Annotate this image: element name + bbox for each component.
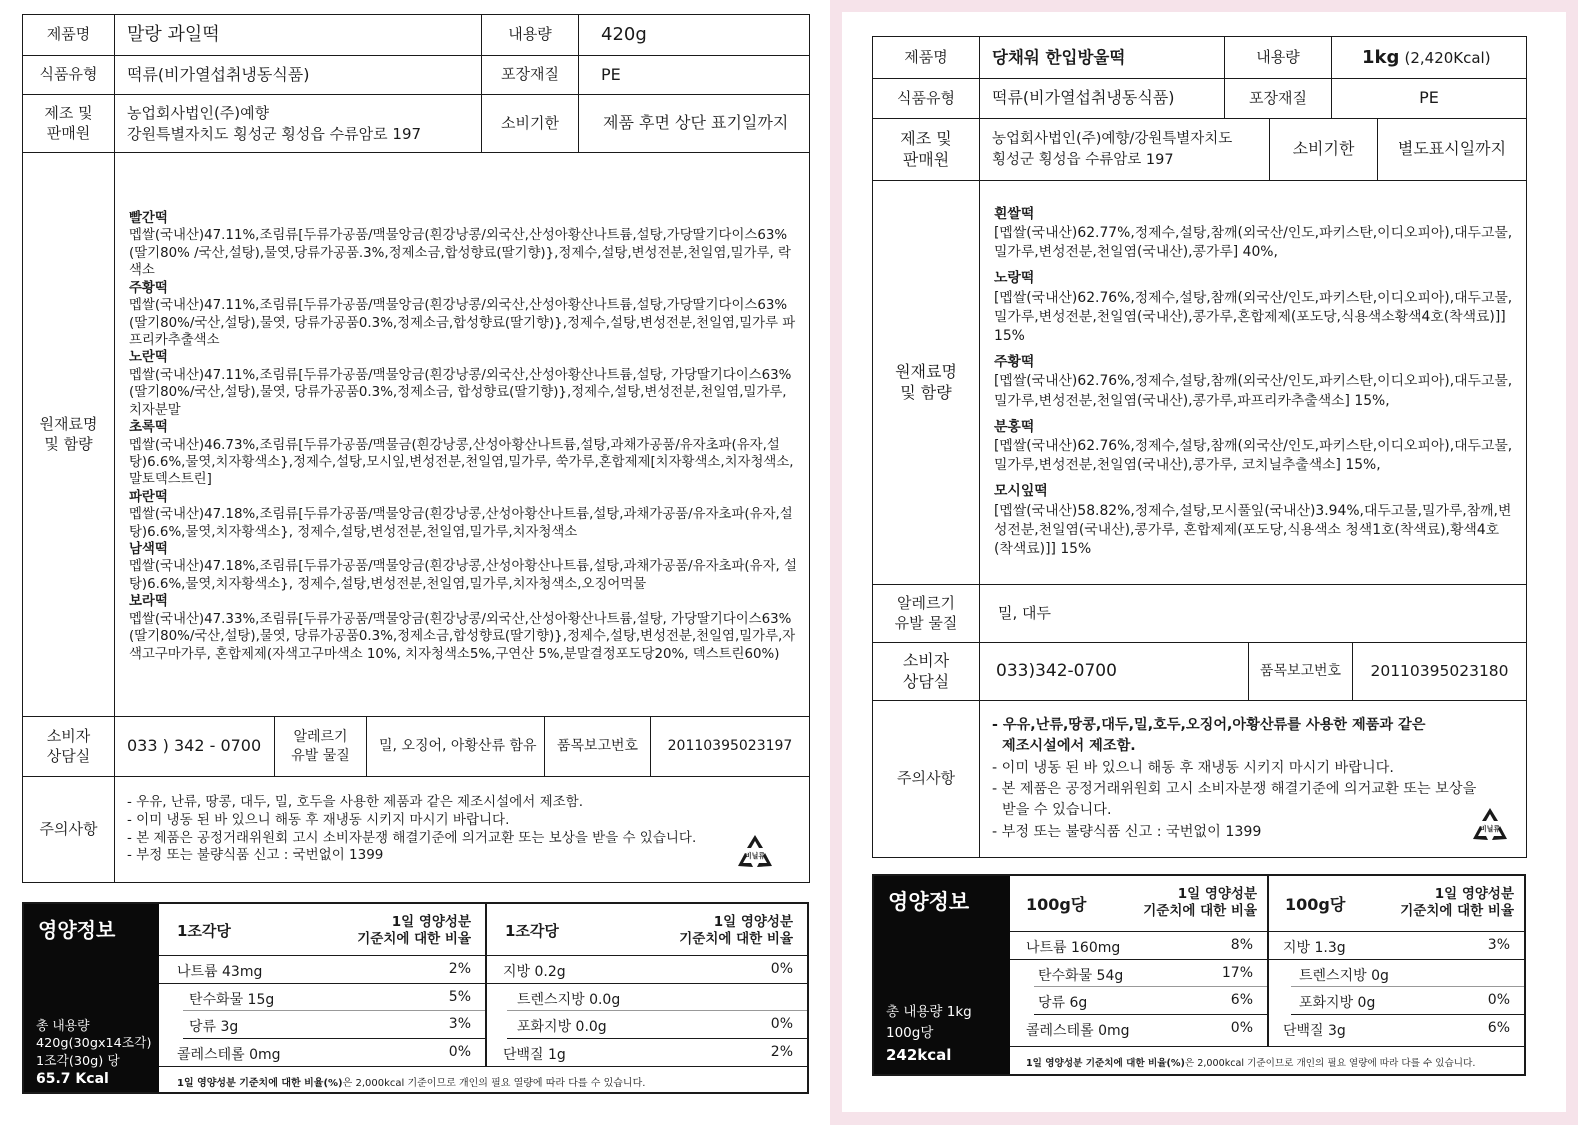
recycle-text: 비닐류 xyxy=(1479,825,1501,833)
nutrient-row: 지방 0.2g 0% xyxy=(487,956,807,984)
nutrient-row: 탄수화물 15g 5% xyxy=(183,984,485,1012)
ingredient-block: 모시잎떡 [멥쌀(국내산)58.82%,정제수,설탕,모시풀잎(국내산)3.94%,대두고물,밀가루,참깨,변성전분,천일염(국내산),콩가루, 혼합제제(포도당,식용색소 청색1호(착색료),황색4호(착색료)]] 15% xyxy=(994,483,1512,557)
calories: 242kcal xyxy=(886,1045,952,1064)
allergy-value: 밀, 오징어, 아황산류 함유 xyxy=(367,717,545,777)
caution-label: 주의사항 xyxy=(23,777,115,883)
food-type-label: 식품유형 xyxy=(23,56,115,95)
nutrition-footnote: 1일 영양성분 기준치에 대한 비율(%)은 2,000kcal 기준이므로 개인의 필요 열량에 따라 다를 수 있습니다. xyxy=(1010,1046,1524,1074)
caution-item: - 우유, 난류, 땅콩, 대두, 밀, 호두을 사용한 제품과 같은 제조시설에서 제조함. xyxy=(127,794,584,811)
recycle-vinyl-icon xyxy=(1468,805,1512,845)
caution-label: 주의사항 xyxy=(873,701,980,858)
caution-item: - 이미 냉동 된 바 있으니 해동 후 재냉동 시키지 마시기 바랍니다. xyxy=(127,811,510,828)
food-type: 떡류(비가열섭취냉동식품) xyxy=(980,79,1225,119)
left-nutrition-panel xyxy=(22,902,809,1094)
ingredient-block: 남색떡 멥쌀(국내산)47.18%,조림류[두류가공품/맥물앙금(흰강낭콩,산성아황산나트륨,설탕,과채가공품/유자초파(유자, 설탕)6.6%,물엿,치자황색소}, 정제수,설탕,변성전분,천일염,밀가루,치자청색소,오징어먹물 xyxy=(129,542,797,592)
manufacturer-value: 농업회사법인(주)예향 강원특별자치도 횡성군 횡성읍 수류암로 197 xyxy=(115,95,482,153)
right-label-panel xyxy=(830,0,1578,1125)
allergy-label: 알레르기 유발 물질 xyxy=(873,585,980,643)
nutrition-total: 총 내용량 420g(30gx14조각) 1조각(30g) 당 65.7 Kcal xyxy=(36,1019,152,1087)
nutrient-row: 콜레스테롤 0mg 0% xyxy=(1026,1019,1253,1039)
packaging-value: PE xyxy=(579,56,810,95)
right-maker-table xyxy=(872,118,1527,643)
caution-item: - 부정 또는 불량식품 신고 : 국번없이 1399 xyxy=(992,823,1262,840)
ingredient-block: 파란떡 멥쌀(국내산)47.18%,조림류[두류가공품/맥물앙금(흰강낭콩,산성아황산나트륨,설탕,과채가공품/유자초파(유자,설탕)6.6%,물엿,치자황색소}, 정제수,설탕,변성전분,천일염,밀가루,치자청색소 xyxy=(129,489,793,540)
caution-list xyxy=(115,777,810,883)
caution-list xyxy=(980,701,1527,858)
caution-item: - 우유,난류,땅콩,대두,밀,호두,오징어,아황산류를 사용한 제품과 같은 제조시설에서 제조함. xyxy=(992,717,1426,755)
right-label-card xyxy=(842,12,1566,1112)
phone-number: 033)342-0700 xyxy=(980,643,1249,701)
caution-item: - 본 제품은 공정거래위원회 고시 소비자분쟁 해결기준에 의거교환 또는 보상을 받을 수 있습니다. xyxy=(992,781,1477,819)
ingredient-block: 주황떡 멥쌀(국내산)47.11%,조림류[두류가공품/맥물앙금(흰강낭콩/외국산,산성아황산나트륨,설탕,가당딸기다이스63%(딸기80%/국산,설탕),물엿, 당류가공품0.3%,정제소금,합성향료(딸기향)},정제수,설탕,변성전분,천일염,밀가루 파프리카추출색소 xyxy=(129,280,796,348)
food-type-label: 식품유형 xyxy=(873,79,980,119)
right-info-table xyxy=(872,36,1527,119)
allergy-value: 밀, 대두 xyxy=(980,585,1527,643)
nutrient-row: 포화지방 0g 0% xyxy=(1291,987,1524,1015)
nutrition-title: 영양정보 xyxy=(888,890,970,914)
caution-item: - 이미 냉동 된 바 있으니 해동 후 재냉동 시키지 마시기 바랍니다. xyxy=(992,759,1394,776)
volume-label: 내용량 xyxy=(482,15,579,56)
nutrition-side-header xyxy=(874,876,1010,1074)
ingredient-block: 초록떡 멥쌀(국내산)46.73%,조림류[두류가공품/맥물금(흰강낭콩,산성아황산나트륨,설탕,과채가공품/유자초파(유자,설탕)6.6%,물엿,치자황색소},정제수,설탕,모시잎,변성전분,천일염,밀가루, 쑥가루,혼합제제[치자황색소,치자청색소,말토덱스트린] xyxy=(129,420,794,488)
packaging-value: PE xyxy=(1332,79,1527,119)
product-name-label: 제품명 xyxy=(23,15,115,56)
nutrition-side-header xyxy=(24,904,159,1092)
product-name: 당채워 한입방울떡 xyxy=(980,37,1225,79)
expiry-value: 별도표시일까지 xyxy=(1378,119,1527,181)
nutrient-row: 트렌스지방 0.0g xyxy=(507,984,807,1012)
product-name-label: 제품명 xyxy=(873,37,980,79)
packaging-label: 포장재질 xyxy=(1225,79,1332,119)
calories: 65.7 Kcal xyxy=(36,1070,109,1087)
right-nutrition-panel xyxy=(872,874,1526,1076)
nutrient-row: 지방 1.3g 3% xyxy=(1269,932,1524,960)
nutrient-row: 콜레스테롤 0mg 0% xyxy=(177,1043,471,1063)
ingredient-block: 노란떡 멥쌀(국내산)47.11%,조림류[두류가공품/맥물앙금(흰강낭콩/외국산,산성아황산나트륨,설탕, 가당딸기다이스63%(딸기80%/국산,설탕),물엿, 당류가공품0.3%,정제소금, 합성향료(딸기향)},정제수,설탕,변성전분,천일염,밀가루,치자분말 xyxy=(129,350,792,418)
nutrition-col-header: 1조각당 1일 영양성분 기준치에 대한 비율 xyxy=(159,904,485,956)
nutrition-col-header: 100g당 1일 영양성분 기준치에 대한 비율 xyxy=(1269,876,1524,932)
ingredient-block: 주황떡 [멥쌀(국내산)62.76%,정제수,설탕,참깨(외국산/인도,파키스탄,이디오피아),대두고물,밀가루,변성전분,천일염(국내산),콩가루,파프리카추출색소] 15%, xyxy=(994,354,1513,409)
packaging-label: 포장재질 xyxy=(482,56,579,95)
manufacturer-label: 제조 및 판매원 xyxy=(873,119,980,181)
caution-item: - 부정 또는 불량식품 신고 : 국번없이 1399 xyxy=(127,847,384,864)
allergy-label: 알레르기 유발 물질 xyxy=(275,717,367,777)
report-number: 20110395023180 xyxy=(1353,643,1527,701)
recycle-vinyl-icon xyxy=(733,832,777,872)
nutrient-row: 당류 3g 3% xyxy=(183,1011,485,1039)
nutrition-footnote: 1일 영양성분 기준치에 대한 비율(%)은 2,000kcal 기준이므로 개인의 필요 열량에 따라 다를 수 있습니다. xyxy=(159,1066,807,1092)
ingredient-block: 빨간떡 멥쌀(국내산)47.11%,조림류[두류가공품/맥물앙금(흰강낭콩/외국산,산성아황산나트륨,설탕,가당딸기다이스63% (딸기80% /국산,설탕),물엿,당류가공품.3%,정제소금,합성향료(딸기향)},정제수,설탕,변성전분,천일염,밀가루, 락색소 xyxy=(129,211,791,279)
phone-number: 033 ) 342 - 0700 xyxy=(115,717,275,777)
nutrient-row: 당류 6g 6% xyxy=(1034,987,1267,1015)
ingredients-label: 원재료명 및 함량 xyxy=(23,153,115,717)
left-contact-table xyxy=(22,716,810,883)
nutrition-column-right xyxy=(1269,876,1524,1042)
right-contact-table xyxy=(872,642,1527,858)
nutrient-row: 나트륨 160mg 8% xyxy=(1010,932,1267,960)
ingredients-list xyxy=(115,153,810,717)
report-number: 20110395023197 xyxy=(651,717,810,777)
caution-item: - 본 제품은 공정거래위원회 고시 소비자분쟁 해결기준에 의거교환 또는 보상을 받을 수 있습니다. xyxy=(127,829,697,846)
nutrition-column-left xyxy=(159,904,485,1066)
ingredients-label: 원재료명 및 함량 xyxy=(873,181,980,585)
nutrition-column-right xyxy=(487,904,807,1066)
food-type: 떡류(비가열섭취냉동식품) xyxy=(115,56,482,95)
consumer-center-label: 소비자 상담실 xyxy=(873,643,980,701)
volume-value: 420g xyxy=(579,15,810,56)
report-number-label: 품목보고번호 xyxy=(1249,643,1353,701)
nutrition-title: 영양정보 xyxy=(38,918,116,942)
ingredients-list xyxy=(980,181,1527,585)
ingredient-block: 흰쌀떡 [멥쌀(국내산)62.77%,정제수,설탕,참깨(외국산/인도,파키스탄,이디오피아),대두고물,밀가루,변성전분,천일염(국내산),콩가루] 40%, xyxy=(994,205,1513,261)
nutrition-col-header: 1조각당 1일 영양성분 기준치에 대한 비율 xyxy=(487,904,807,956)
report-number-label: 품목보고번호 xyxy=(545,717,651,777)
nutrition-column-left xyxy=(1010,876,1267,1042)
expiry-label: 소비기한 xyxy=(1270,119,1378,181)
manufacturer-label: 제조 및 판매원 xyxy=(23,95,115,153)
nutrient-row: 나트륨 43mg 2% xyxy=(159,956,485,984)
ingredient-block: 노랑떡 [멥쌀(국내산)62.76%,정제수,설탕,참깨(외국산/인도,파키스탄,이디오피아),대두고물,밀가루,변성전분,천일염(국내산),콩가루,혼합제제(포도당,식용색소황색4호(착색료)]] 15% xyxy=(994,270,1513,345)
nutrient-row: 단백질 3g 6% xyxy=(1283,1019,1510,1039)
manufacturer-value: 농업회사법인(주)예향/강원특별자치도 횡성군 횡성읍 수류암로 197 xyxy=(980,119,1270,181)
product-name: 말랑 과일떡 xyxy=(115,15,482,56)
ingredient-block: 분홍떡 [멥쌀(국내산)62.76%,정제수,설탕,참깨(외국산/인도,파키스탄,이디오피아),대두고물,밀가루,변성전분,천일염(국내산),콩가루, 코치닐추출색소] 15%, xyxy=(994,418,1513,474)
nutrition-col-header: 100g당 1일 영양성분 기준치에 대한 비율 xyxy=(1010,876,1267,932)
expiry-label: 소비기한 xyxy=(482,95,579,153)
nutrition-total: 총 내용량 1kg 100g당 242kcal xyxy=(886,1004,972,1064)
ingredient-block: 보라떡 멥쌀(국내산)47.33%,조림류[두류가공품/맥물앙금(흰강낭콩/외국산,산성아황산나트륨,설탕, 가당딸기다이스63% (딸기80%/국산,설탕),물엿, 당류가공품0.3%,정제소금,합성향료(딸기향)},정제수,설탕,변성전분,천일염,밀가루,자색고구마가루, 혼합제제(자색고구마색소 10%, 치자청색소5%,구연산 5%,분말결정포도당20%, 덱스트린60%) xyxy=(129,594,796,662)
consumer-center-label: 소비자 상담실 xyxy=(23,717,115,777)
nutrient-row: 탄수화물 54g 17% xyxy=(1034,960,1267,988)
volume-value: 1kg (2,420Kcal) xyxy=(1332,37,1527,79)
nutrient-row: 단백질 1g 2% xyxy=(503,1043,793,1063)
expiry-value: 제품 후면 상단 표기일까지 xyxy=(579,95,810,153)
recycle-text: 비닐류 xyxy=(744,852,766,860)
volume-label: 내용량 xyxy=(1225,37,1332,79)
left-info-table xyxy=(22,14,810,717)
nutrient-row: 포화지방 0.0g 0% xyxy=(507,1011,807,1039)
nutrient-row: 트렌스지방 0g xyxy=(1291,960,1524,988)
